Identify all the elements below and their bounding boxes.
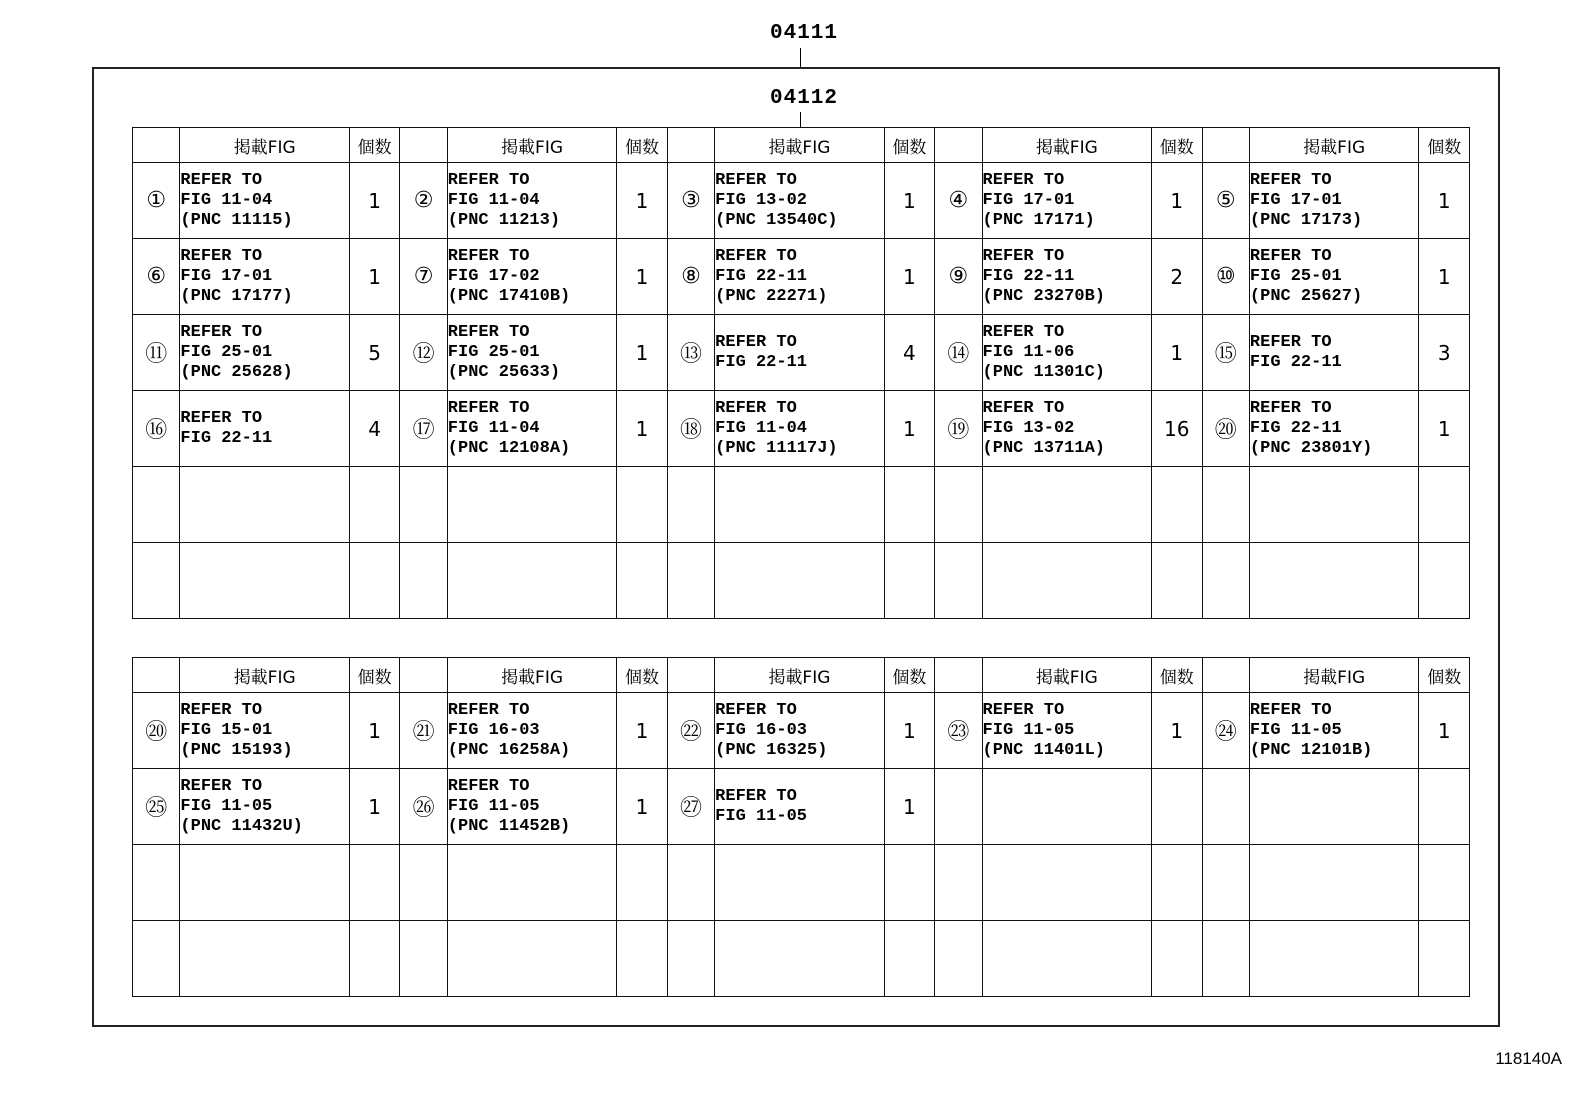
item-quantity: 1: [1152, 693, 1202, 769]
header-fig: 掲載FIG: [447, 128, 617, 163]
item-number: ⑳: [1202, 391, 1249, 467]
assembly-leader-line: [800, 48, 801, 67]
item-number: [935, 467, 982, 543]
item-reference: REFER TO FIG 11-05 (PNC 12101B): [1249, 693, 1419, 769]
item-number: [133, 845, 180, 921]
item-number: ①: [133, 163, 180, 239]
item-reference: REFER TO FIG 11-04 (PNC 12108A): [447, 391, 617, 467]
item-quantity: 1: [617, 163, 667, 239]
item-reference: REFER TO FIG 11-04 (PNC 11213): [447, 163, 617, 239]
header-no-cell: [1202, 128, 1249, 163]
item-quantity: 1: [349, 693, 399, 769]
item-number: [1202, 845, 1249, 921]
item-reference: [715, 543, 885, 619]
item-reference: REFER TO FIG 13-02 (PNC 13540C): [715, 163, 885, 239]
item-reference: REFER TO FIG 11-05 (PNC 11452B): [447, 769, 617, 845]
item-number: [667, 467, 714, 543]
item-reference: [715, 467, 885, 543]
item-number: ⑫: [400, 315, 447, 391]
item-number: ⑯: [133, 391, 180, 467]
item-number: ④: [935, 163, 982, 239]
item-reference: [447, 845, 617, 921]
item-number: [1202, 769, 1249, 845]
header-row: [133, 128, 1470, 163]
item-number: ⑥: [133, 239, 180, 315]
table-row: [133, 845, 1470, 921]
header-fig: 掲載FIG: [447, 658, 617, 693]
item-quantity: 1: [349, 239, 399, 315]
item-quantity: 3: [1419, 315, 1470, 391]
item-quantity: [884, 467, 934, 543]
item-quantity: 1: [617, 769, 667, 845]
item-reference: [982, 921, 1152, 997]
item-number: [400, 845, 447, 921]
header-no-cell: [400, 128, 447, 163]
item-quantity: 1: [1419, 239, 1470, 315]
item-number: [667, 921, 714, 997]
item-quantity: 1: [617, 239, 667, 315]
item-quantity: 1: [617, 391, 667, 467]
item-quantity: [1152, 543, 1202, 619]
item-number: [935, 921, 982, 997]
item-quantity: 1: [617, 693, 667, 769]
item-reference: REFER TO FIG 16-03 (PNC 16258A): [447, 693, 617, 769]
item-reference: [715, 845, 885, 921]
header-qty: 個数: [1152, 658, 1202, 693]
item-quantity: 16: [1152, 391, 1202, 467]
item-reference: REFER TO FIG 17-01 (PNC 17171): [982, 163, 1152, 239]
item-number: ⑪: [133, 315, 180, 391]
item-quantity: 1: [1419, 391, 1470, 467]
item-number: ㉕: [133, 769, 180, 845]
item-quantity: [617, 543, 667, 619]
header-fig: 掲載FIG: [715, 128, 885, 163]
header-fig: 掲載FIG: [1249, 128, 1419, 163]
item-reference: REFER TO FIG 11-05 (PNC 11401L): [982, 693, 1152, 769]
header-fig: 掲載FIG: [180, 128, 350, 163]
header-no-cell: [935, 658, 982, 693]
item-number: ⑮: [1202, 315, 1249, 391]
table-row: [133, 543, 1470, 619]
item-quantity: [617, 845, 667, 921]
header-no-cell: [935, 128, 982, 163]
item-quantity: [1419, 769, 1470, 845]
item-reference: [180, 845, 350, 921]
item-reference: [180, 921, 350, 997]
item-quantity: 1: [349, 163, 399, 239]
item-quantity: 1: [884, 693, 934, 769]
item-quantity: [1419, 845, 1470, 921]
item-number: [935, 769, 982, 845]
header-fig: 掲載FIG: [982, 658, 1152, 693]
item-reference: REFER TO FIG 17-01 (PNC 17173): [1249, 163, 1419, 239]
header-qty: 個数: [617, 658, 667, 693]
item-reference: REFER TO FIG 17-02 (PNC 17410B): [447, 239, 617, 315]
item-reference: [1249, 543, 1419, 619]
parts-table-upper: [132, 127, 1470, 619]
item-reference: [1249, 769, 1419, 845]
table-row: [133, 921, 1470, 997]
table-row: [133, 163, 1470, 239]
item-number: ③: [667, 163, 714, 239]
item-reference: REFER TO FIG 22-11 (PNC 23270B): [982, 239, 1152, 315]
item-reference: REFER TO FIG 22-11 (PNC 22271): [715, 239, 885, 315]
header-fig: 掲載FIG: [982, 128, 1152, 163]
item-quantity: [349, 845, 399, 921]
item-reference: [180, 467, 350, 543]
header-fig: 掲載FIG: [715, 658, 885, 693]
item-number: [400, 467, 447, 543]
item-quantity: 1: [617, 315, 667, 391]
item-quantity: [1419, 467, 1470, 543]
item-number: [133, 921, 180, 997]
item-number: [1202, 467, 1249, 543]
item-quantity: [349, 921, 399, 997]
header-fig: 掲載FIG: [180, 658, 350, 693]
item-number: [1202, 543, 1249, 619]
item-reference: [982, 543, 1152, 619]
item-reference: REFER TO FIG 17-01 (PNC 17177): [180, 239, 350, 315]
item-reference: [180, 543, 350, 619]
item-reference: REFER TO FIG 22-11: [715, 315, 885, 391]
item-quantity: [1152, 467, 1202, 543]
item-reference: [447, 467, 617, 543]
item-number: [667, 543, 714, 619]
item-reference: REFER TO FIG 22-11: [1249, 315, 1419, 391]
parts-table-lower: [132, 657, 1470, 997]
item-number: [400, 921, 447, 997]
item-number: ㉓: [935, 693, 982, 769]
item-quantity: 1: [1152, 315, 1202, 391]
item-reference: REFER TO FIG 22-11: [180, 391, 350, 467]
item-quantity: 1: [884, 239, 934, 315]
item-quantity: [617, 921, 667, 997]
item-number: ⑭: [935, 315, 982, 391]
item-reference: [715, 921, 885, 997]
item-number: ㉑: [400, 693, 447, 769]
header-qty: 個数: [349, 658, 399, 693]
item-number: ⑤: [1202, 163, 1249, 239]
item-quantity: [884, 921, 934, 997]
item-reference: REFER TO FIG 22-11 (PNC 23801Y): [1249, 391, 1419, 467]
item-quantity: 1: [884, 769, 934, 845]
item-quantity: [1152, 921, 1202, 997]
item-quantity: [1152, 769, 1202, 845]
item-quantity: [884, 845, 934, 921]
header-no-cell: [667, 128, 714, 163]
header-qty: 個数: [349, 128, 399, 163]
item-number: [935, 543, 982, 619]
table-row: [133, 239, 1470, 315]
header-no-cell: [1202, 658, 1249, 693]
item-number: [400, 543, 447, 619]
item-reference: REFER TO FIG 25-01 (PNC 25633): [447, 315, 617, 391]
item-number: ⑲: [935, 391, 982, 467]
header-row: [133, 658, 1470, 693]
item-number: [133, 467, 180, 543]
item-number: ②: [400, 163, 447, 239]
item-number: ㉒: [667, 693, 714, 769]
item-number: ⑰: [400, 391, 447, 467]
header-no-cell: [133, 128, 180, 163]
sub-assembly-label: 04112: [770, 87, 839, 110]
item-number: ⑬: [667, 315, 714, 391]
item-number: ⑱: [667, 391, 714, 467]
item-reference: REFER TO FIG 11-06 (PNC 11301C): [982, 315, 1152, 391]
header-qty: 個数: [1419, 128, 1470, 163]
sub-assembly-leader-line: [800, 112, 801, 127]
header-qty: 個数: [617, 128, 667, 163]
header-qty: 個数: [884, 658, 934, 693]
drawing-number: 118140A: [1495, 1049, 1562, 1068]
item-reference: REFER TO FIG 11-04 (PNC 11117J): [715, 391, 885, 467]
item-reference: [982, 845, 1152, 921]
item-quantity: [349, 467, 399, 543]
assembly-label: 04111: [770, 22, 839, 45]
item-number: [667, 845, 714, 921]
item-number: [133, 543, 180, 619]
table-row: [133, 769, 1470, 845]
header-fig: 掲載FIG: [1249, 658, 1419, 693]
item-quantity: [1419, 543, 1470, 619]
item-quantity: [884, 543, 934, 619]
header-no-cell: [400, 658, 447, 693]
item-number: ⑨: [935, 239, 982, 315]
item-number: [1202, 921, 1249, 997]
item-number: ㉖: [400, 769, 447, 845]
item-quantity: [1419, 921, 1470, 997]
item-number: ㉔: [1202, 693, 1249, 769]
item-reference: [447, 921, 617, 997]
item-number: [935, 845, 982, 921]
item-reference: REFER TO FIG 11-05 (PNC 11432U): [180, 769, 350, 845]
item-quantity: 5: [349, 315, 399, 391]
header-no-cell: [667, 658, 714, 693]
item-reference: [982, 769, 1152, 845]
header-qty: 個数: [1152, 128, 1202, 163]
header-no-cell: [133, 658, 180, 693]
item-quantity: 1: [1152, 163, 1202, 239]
item-reference: REFER TO FIG 11-04 (PNC 11115): [180, 163, 350, 239]
item-quantity: 4: [884, 315, 934, 391]
item-reference: [1249, 845, 1419, 921]
item-reference: REFER TO FIG 15-01 (PNC 15193): [180, 693, 350, 769]
item-quantity: 1: [884, 391, 934, 467]
item-reference: [1249, 467, 1419, 543]
item-quantity: 4: [349, 391, 399, 467]
item-reference: REFER TO FIG 16-03 (PNC 16325): [715, 693, 885, 769]
item-quantity: 1: [1419, 163, 1470, 239]
item-quantity: 1: [1419, 693, 1470, 769]
item-number: ⑧: [667, 239, 714, 315]
table-row: [133, 693, 1470, 769]
item-quantity: 1: [349, 769, 399, 845]
item-quantity: 1: [884, 163, 934, 239]
item-number: ⑦: [400, 239, 447, 315]
item-reference: [982, 467, 1152, 543]
item-reference: REFER TO FIG 11-05: [715, 769, 885, 845]
table-row: [133, 391, 1470, 467]
table-row: [133, 315, 1470, 391]
item-reference: REFER TO FIG 25-01 (PNC 25627): [1249, 239, 1419, 315]
item-number: ㉗: [667, 769, 714, 845]
item-quantity: [1152, 845, 1202, 921]
header-qty: 個数: [884, 128, 934, 163]
table-row: [133, 467, 1470, 543]
item-quantity: [617, 467, 667, 543]
item-reference: [447, 543, 617, 619]
item-reference: [1249, 921, 1419, 997]
item-reference: REFER TO FIG 25-01 (PNC 25628): [180, 315, 350, 391]
item-reference: REFER TO FIG 13-02 (PNC 13711A): [982, 391, 1152, 467]
item-quantity: [349, 543, 399, 619]
header-qty: 個数: [1419, 658, 1470, 693]
item-quantity: 2: [1152, 239, 1202, 315]
item-number: ⑩: [1202, 239, 1249, 315]
item-number: ⑳: [133, 693, 180, 769]
